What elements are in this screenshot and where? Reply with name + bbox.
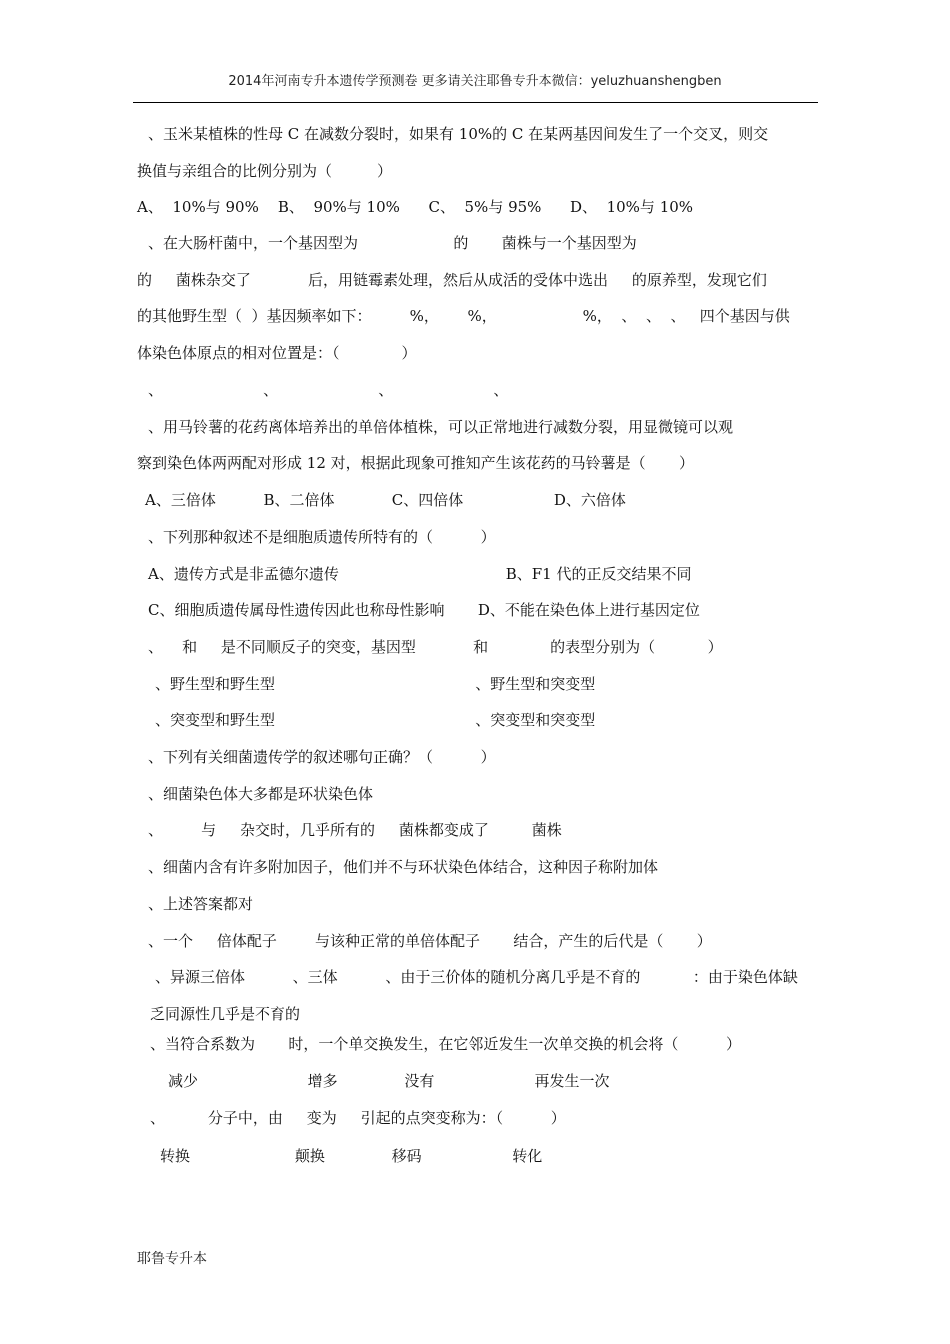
text-line: C、细胞质遗传属母性遗传因此也称母性影响 D、不能在染色体上进行基因定位 [148, 601, 700, 619]
text-line: A、三倍体 B、二倍体 C、四倍体 D、六倍体 [145, 491, 626, 509]
text-line: 、当符合系数为 时，一个单交换发生，在它邻近发生一次单交换的机会将（ ） [150, 1035, 742, 1053]
text-line: 察到染色体两两配对形成 12 对，根据此现象可推知产生该花药的马铃薯是（ ） [137, 454, 695, 472]
text-line: 乏同源性几乎是不育的 [150, 1005, 301, 1023]
text-line: 、细菌内含有许多附加因子，他们并不与环状染色体结合，这种因子称附加体 [148, 858, 659, 876]
text-line: 、用马铃薯的花药离体培养出的单倍体植株，可以正常地进行减数分裂，用显微镜可以观 [148, 418, 734, 436]
text-line: 、野生型和野生型 、野生型和突变型 [155, 675, 596, 693]
text-line: 、异源三倍体 、三体 、由于三价体的随机分离几乎是不育的 ：由于染色体缺 [155, 968, 798, 986]
text-line: 的其他野生型（ ）基因频率如下： %， %， %， 、 、 、 四个基因与供 [137, 307, 790, 325]
text-line: 换值与亲组合的比例分别为（ ） [137, 162, 393, 180]
text-line: 的 菌株杂交了 后，用链霉素处理，然后从成活的受体中选出 的原养型，发现它们 [137, 271, 767, 289]
text-line: 、突变型和野生型 、突变型和突变型 [155, 711, 596, 729]
text-line: A、遗传方式是非孟德尔遗传 B、F1 代的正反交结果不同 [148, 565, 692, 583]
text-line: 、玉米某植株的性母 C 在减数分裂时，如果有 10%的 C 在某两基因间发生了一个交叉，则交 [148, 125, 769, 143]
text-line: 、 分子中，由 变为 引起的点突变称为：（ ） [150, 1109, 566, 1127]
text-line: 、 与 杂交时，几乎所有的 菌株都变成了 菌株 [148, 821, 562, 839]
text-line: 、细菌染色体大多都是环状染色体 [148, 785, 374, 803]
text-line: 、 、 、 、 [148, 381, 509, 399]
text-line: 、上述答案都对 [148, 895, 254, 913]
text-line: 、下列那种叙述不是细胞质遗传所特有的（ ） [148, 528, 496, 546]
text-line: A、 10%与 90% B、 90%与 10% C、 5%与 95% D、 10%与 10% [137, 198, 694, 216]
text-line: 、 和 是不同顺反子的突变，基因型 和 的表型分别为（ ） [148, 638, 723, 656]
text-line: 、一个 倍体配子 与该种正常的单倍体配子 结合，产生的后代是（ ） [148, 932, 712, 950]
page-header: 2014年河南专升本遗传学预测卷 更多请关注耶鲁专升本微信：yeluzhuanshengben [228, 74, 722, 89]
text-line: 、下列有关细菌遗传学的叙述哪句正确？（ ） [148, 748, 496, 766]
page-footer: 耶鲁专升本 [137, 1251, 207, 1267]
text-line: 转换 颠换 移码 转化 [160, 1147, 543, 1165]
header-rule [133, 102, 818, 103]
text-line: 体染色体原点的相对位置是：（ ） [137, 344, 417, 362]
text-line: 减少 增多 没有 再发生一次 [168, 1072, 610, 1090]
text-line: 、在大肠杆菌中，一个基因型为 的 菌株与一个基因型为 [148, 234, 637, 252]
